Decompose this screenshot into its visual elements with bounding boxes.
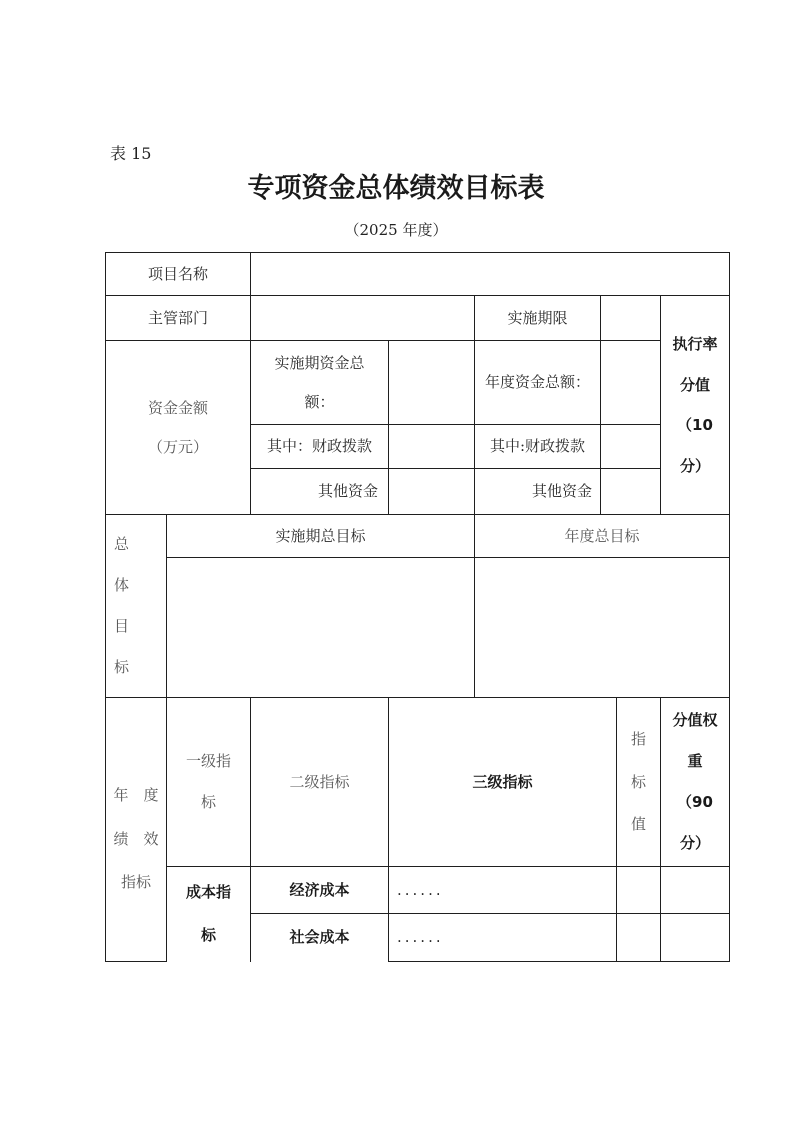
annual-goal-field[interactable] xyxy=(475,558,729,697)
level1-indicator-header: 一级指 标 xyxy=(185,751,231,811)
project-name-label: 项目名称 xyxy=(147,264,208,283)
period-goal-label: 实施期总目标 xyxy=(275,526,366,545)
execution-rate-label: 执行率 分值 （10 分） xyxy=(672,335,718,475)
annual-other-funds-field[interactable] xyxy=(601,469,660,514)
annual-indicators-label: 年 度 绩 效 指标 xyxy=(113,786,159,892)
other-funds-label: 其他资金 xyxy=(317,482,378,501)
table-number: 表 15 xyxy=(110,144,152,163)
score-weight-header: 分值权 重 （90 分） xyxy=(672,710,718,853)
document-title: 专项资金总体绩效目标表 xyxy=(247,173,545,204)
table-row-level2: 经济成本 xyxy=(289,880,350,899)
period-label: 实施期限 xyxy=(507,308,568,327)
annual-goal-label: 年度总目标 xyxy=(564,526,640,545)
department-field[interactable] xyxy=(251,296,474,340)
fiscal-allocation-label: 其中：财政拨款 xyxy=(266,437,372,456)
level2-indicator-header: 二级指标 xyxy=(289,772,350,791)
table-row-value[interactable] xyxy=(617,914,660,961)
annual-fiscal-allocation-label: 其中:财政拨款 xyxy=(489,437,586,456)
table-rule xyxy=(388,961,729,962)
period-total-field[interactable] xyxy=(389,341,474,424)
table-row-level3[interactable]: ...... xyxy=(397,928,444,947)
table-rule xyxy=(729,252,730,962)
level3-indicator-header: 三级指标 xyxy=(472,772,533,791)
annual-fiscal-allocation-field[interactable] xyxy=(601,425,660,468)
other-funds-field[interactable] xyxy=(389,469,474,514)
fiscal-allocation-field[interactable] xyxy=(389,425,474,468)
document-year: （2025 年度） xyxy=(344,221,448,239)
indicator-value-header: 指 标 值 xyxy=(630,729,646,834)
table-row-value[interactable] xyxy=(617,867,660,913)
overall-goal-label: 总 体 目 标 xyxy=(113,534,129,677)
table-row-weight[interactable] xyxy=(661,867,729,913)
annual-other-funds-label: 其他资金 xyxy=(531,482,592,501)
department-label: 主管部门 xyxy=(147,308,208,327)
project-name-field[interactable] xyxy=(251,253,729,295)
table-row-weight[interactable] xyxy=(661,914,729,961)
period-total-label: 实施期资金总 额： xyxy=(274,353,365,411)
table-rule xyxy=(105,961,167,962)
table-row-level2: 社会成本 xyxy=(289,928,350,947)
cost-indicator-label: 成本指 标 xyxy=(185,883,231,944)
period-field[interactable] xyxy=(601,296,660,340)
funds-amount-label: 资金金额 （万元） xyxy=(147,398,208,456)
annual-total-field[interactable] xyxy=(601,341,660,424)
annual-total-label: 年度资金总额： xyxy=(484,373,590,392)
table-row-level3[interactable]: ...... xyxy=(397,880,444,899)
period-goal-field[interactable] xyxy=(167,558,474,697)
